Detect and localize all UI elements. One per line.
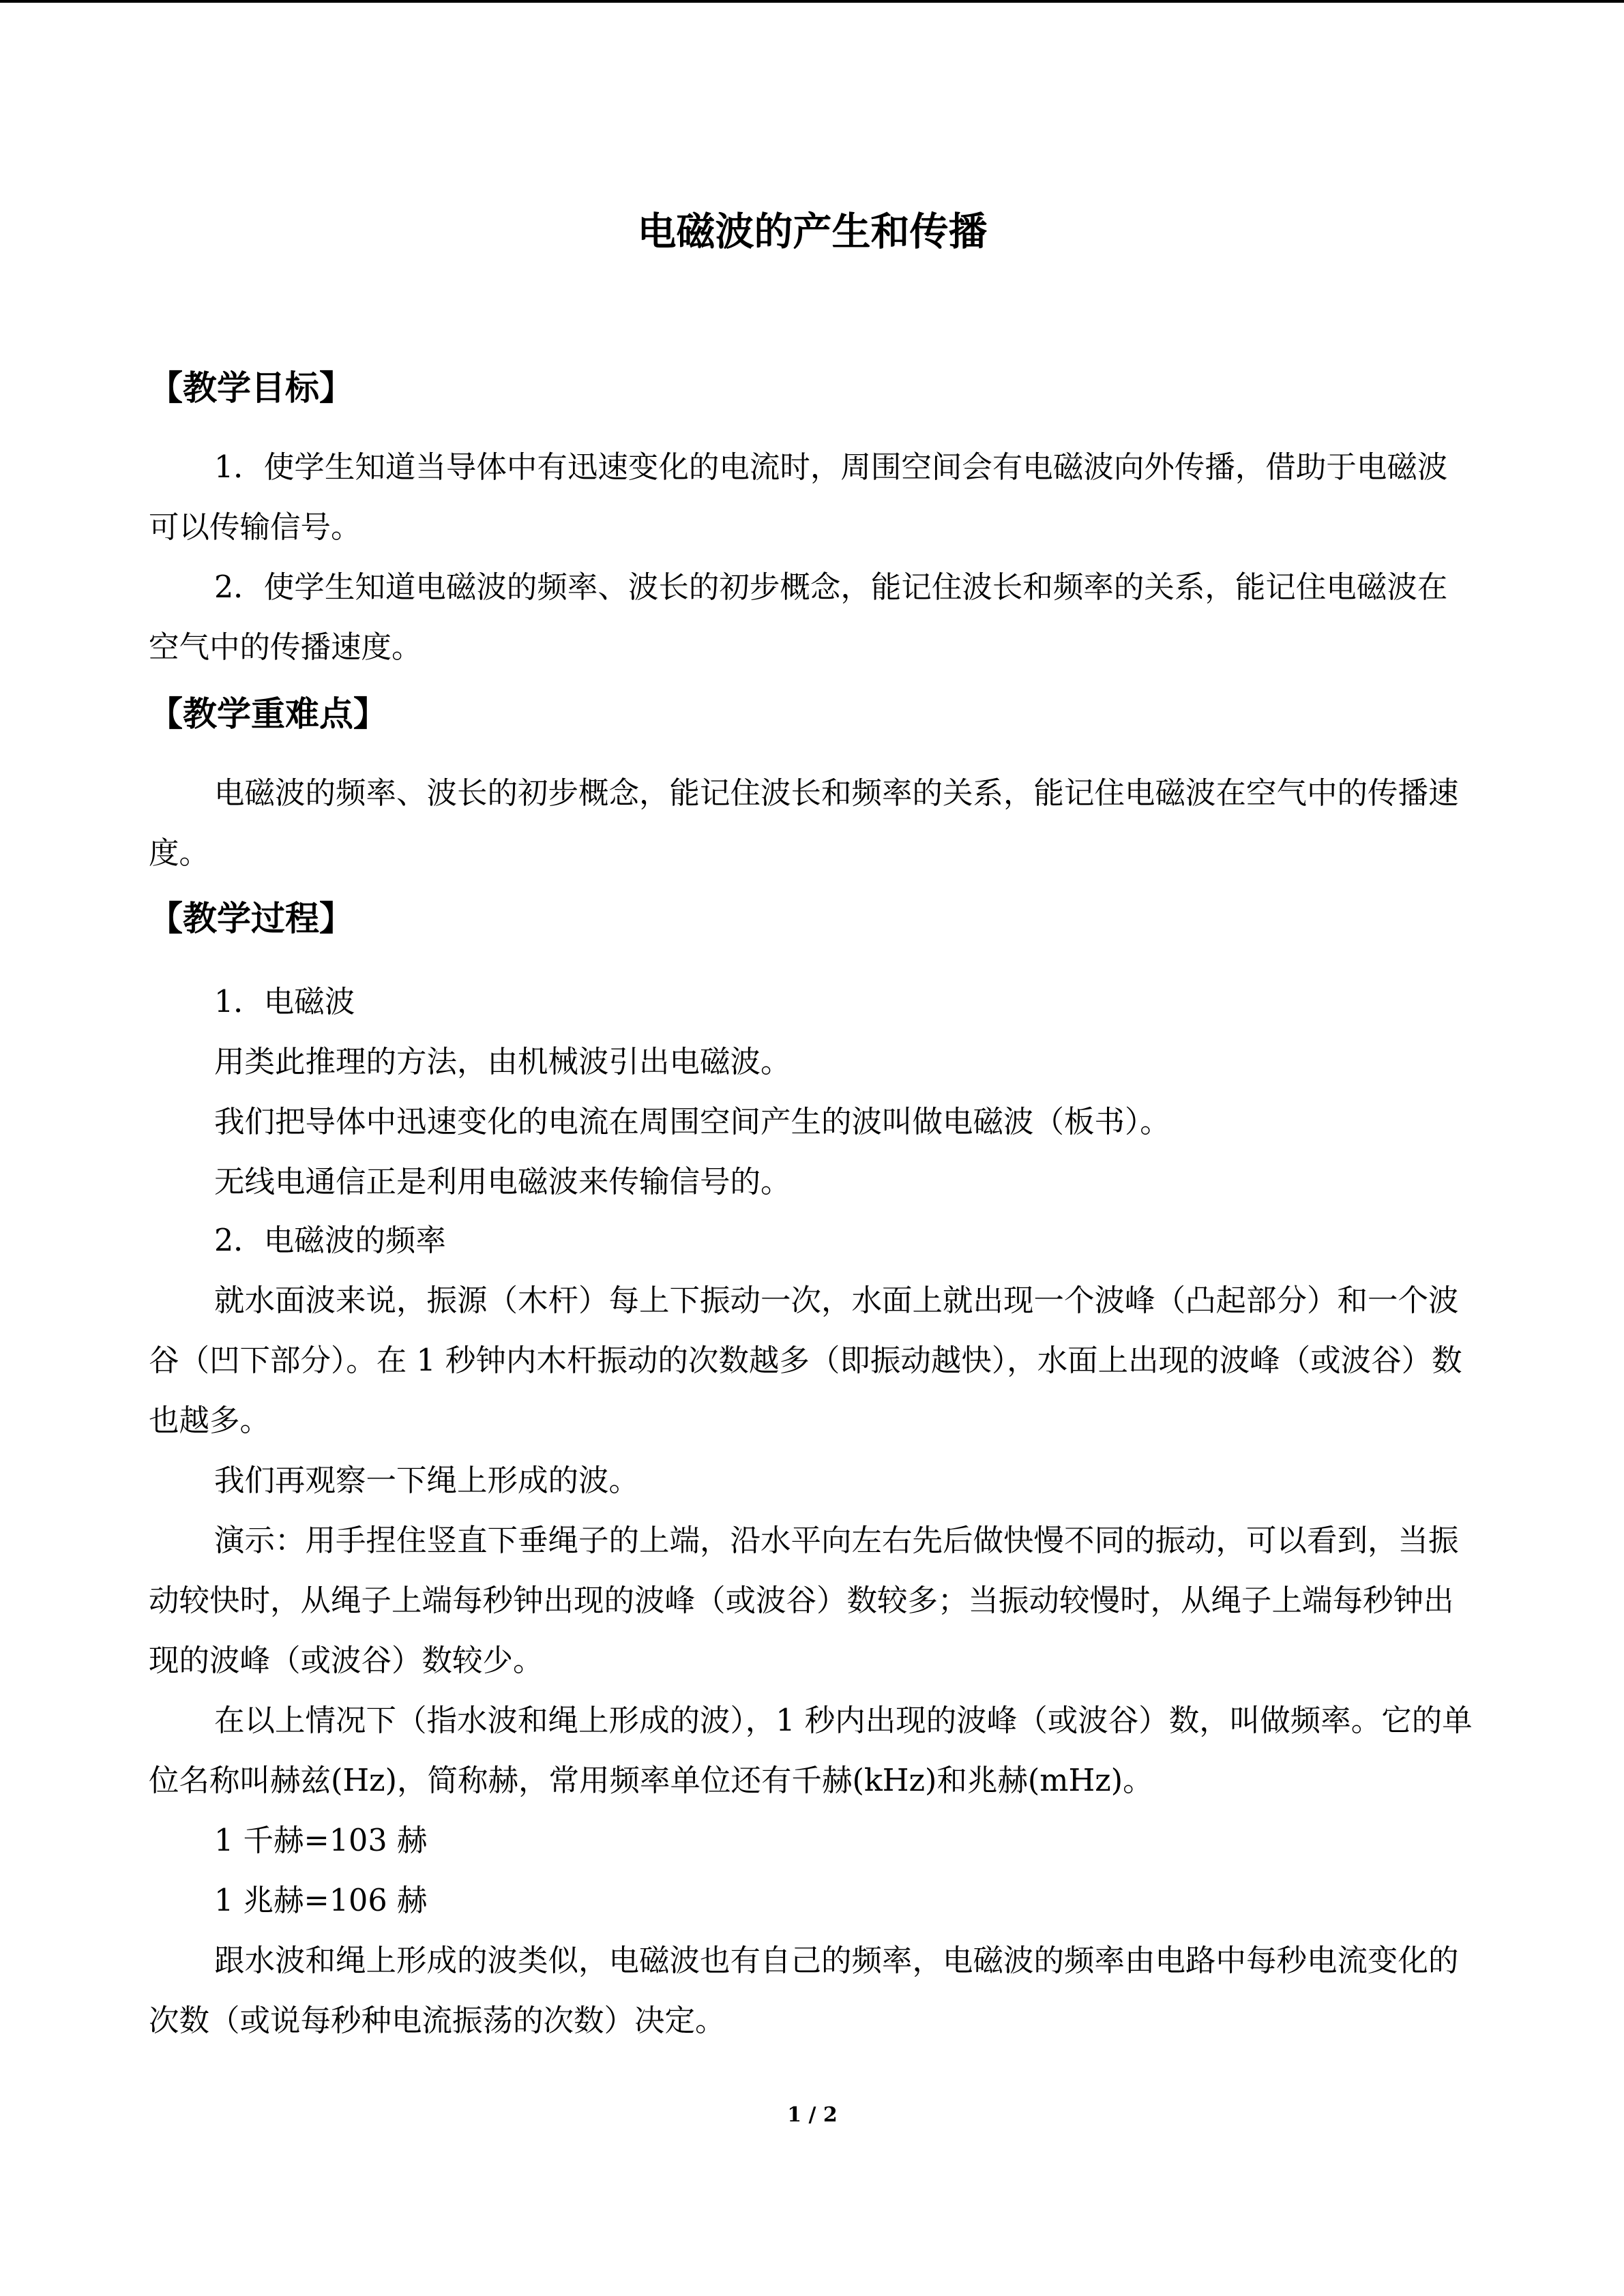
process-paragraph-10: 1 千赫=103 赫 (214, 1823, 428, 1858)
objectives-paragraph-1: 1．使学生知道当导体中有迅速变化的电流时，周围空间会有电磁波向外传播，借助于电磁波可以传输信号。 (149, 450, 1448, 545)
process-paragraph-1: 1．电磁波 (214, 985, 355, 1019)
document-page (149, 0, 1476, 2296)
process-paragraph-3: 我们把导体中迅速变化的电流在周围空间产生的波叫做电磁波（板书）。 (214, 1105, 1170, 1139)
process-paragraph-6: 就水面波来说，振源（木杆）每上下振动一次，水面上就出现一个波峰（凸起部分）和一个波谷（凹下部分）。在 1 秒钟内木杆振动的次数越多（即振动越快），水面上出现的波峰（或波谷）数也越多。 (149, 1283, 1462, 1438)
process-paragraph-12: 跟水波和绳上形成的波类似，电磁波也有自己的频率，电磁波的频率由电路中每秒电流变化的次数（或说每秒种电流振荡的次数）决定。 (149, 1943, 1459, 2038)
document-title: 电磁波的产生和传播 (637, 209, 988, 254)
process-paragraph-2: 用类此推理的方法，由机械波引出电磁波。 (214, 1045, 791, 1079)
objectives-paragraph-2: 2．使学生知道电磁波的频率、波长的初步概念，能记住波长和频率的关系，能记住电磁波在空气中的传播速度。 (149, 570, 1448, 665)
process-paragraph-9: 在以上情况下（指水波和绳上形成的波），1 秒内出现的波峰（或波谷）数，叫做频率。它的单位名称叫赫兹(Hz)，简称赫，常用频率单位还有千赫(kHz)和兆赫(mHz)。 (149, 1703, 1473, 1798)
process-paragraph-4: 无线电通信正是利用电磁波来传输信号的。 (214, 1165, 791, 1199)
process-paragraph-8: 演示：用手捏住竖直下垂绳子的上端，沿水平向左右先后做快慢不同的振动，可以看到，当振动较快时，从绳子上端每秒钟出现的波峰（或波谷）数较多；当振动较慢时，从绳子上端每秒钟出现的波峰（或波谷）数较少。 (149, 1523, 1459, 1678)
process-paragraph-7: 我们再观察一下绳上形成的波。 (214, 1463, 640, 1498)
process-paragraph-11: 1 兆赫=106 赫 (214, 1883, 428, 1918)
section-heading-key-points: 【教学重难点】 (149, 694, 387, 734)
key-points-paragraph-1: 电磁波的频率、波长的初步概念，能记住波长和频率的关系，能记住电磁波在空气中的传播速度。 (149, 776, 1459, 871)
section-heading-process: 【教学过程】 (149, 899, 353, 938)
section-heading-objectives: 【教学目标】 (149, 368, 353, 408)
process-paragraph-5: 2．电磁波的频率 (214, 1223, 446, 1258)
page-number: 1 / 2 (787, 2103, 838, 2127)
